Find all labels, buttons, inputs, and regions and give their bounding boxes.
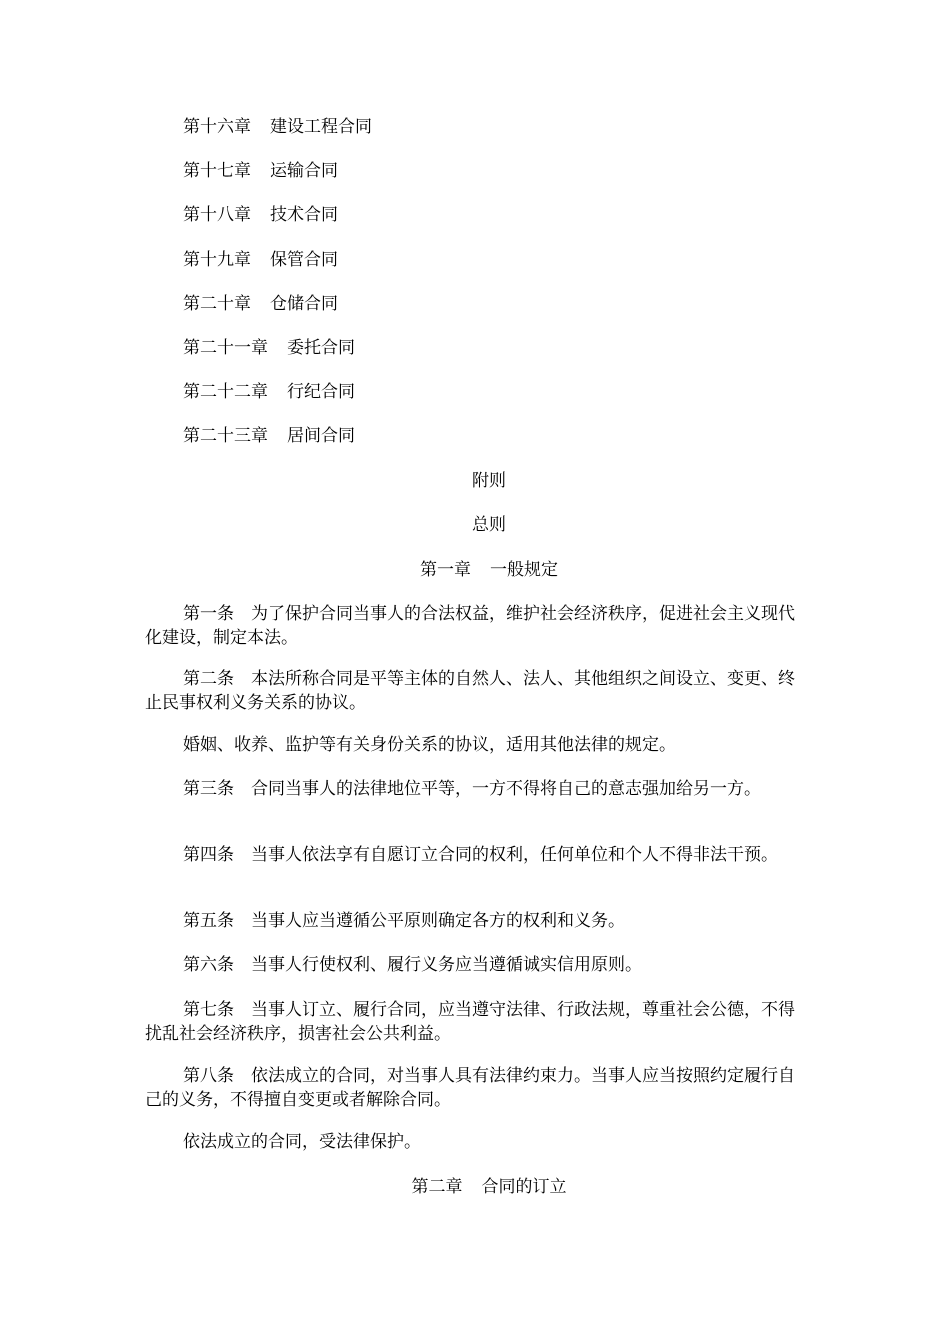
toc-chapter-number: 第二十二章 (183, 382, 268, 402)
chapter-heading (0, 1175, 950, 1199)
toc-entry (183, 115, 372, 139)
chapter-heading (0, 558, 950, 582)
article-paragraph: 第一条 为了保护合同当事人的合法权益，维护社会经济秩序，促进社会主义现代化建设，制定本法。 (145, 604, 795, 648)
chapter-number: 第二章 (411, 1177, 463, 1197)
toc-chapter-title: 技术合同 (270, 205, 338, 225)
toc-chapter-title: 仓储合同 (270, 294, 338, 314)
toc-chapter-number: 第二十三章 (183, 426, 268, 446)
article-paragraph: 依法成立的合同，受法律保护。 (183, 1132, 421, 1152)
chapter-title: 一般规定 (490, 560, 558, 580)
chapter-number: 第一章 (420, 560, 471, 580)
article-paragraph: 第四条 当事人依法享有自愿订立合同的权利，任何单位和个人不得非法干预。 (183, 845, 778, 865)
toc-entry (183, 248, 338, 272)
article-paragraph: 第二条 本法所称合同是平等主体的自然人、法人、其他组织之间设立、变更、终止民事权利义务关系的协议。 (145, 669, 795, 713)
toc-entry (183, 380, 355, 404)
toc-chapter-number: 第十六章 (183, 117, 251, 137)
toc-chapter-number: 第十九章 (183, 250, 251, 270)
toc-chapter-title: 居间合同 (287, 426, 355, 446)
toc-chapter-title: 建设工程合同 (270, 117, 372, 137)
article-paragraph: 婚姻、收养、监护等有关身份关系的协议，适用其他法律的规定。 (183, 735, 676, 755)
toc-chapter-title: 委托合同 (287, 338, 355, 358)
article-paragraph: 第八条 依法成立的合同，对当事人具有法律约束力。当事人应当按照约定履行自己的义务，不得擅自变更或者解除合同。 (145, 1066, 795, 1110)
toc-entry (183, 203, 338, 227)
appendix-heading: 附则 (472, 471, 506, 491)
article-paragraph: 第七条 当事人订立、履行合同，应当遵守法律、行政法规，尊重社会公德，不得扰乱社会经济秩序，损害社会公共利益。 (145, 1000, 795, 1044)
article-paragraph: 第五条 当事人应当遵循公平原则确定各方的权利和义务。 (183, 911, 625, 931)
general-provisions-heading: 总则 (472, 515, 506, 535)
toc-chapter-number: 第十八章 (183, 205, 251, 225)
chapter-title: 合同的订立 (481, 1177, 567, 1197)
toc-chapter-title: 行纪合同 (287, 382, 355, 402)
article-paragraph: 第三条 合同当事人的法律地位平等，一方不得将自己的意志强加给另一方。 (183, 779, 761, 799)
toc-entry (183, 424, 355, 448)
toc-chapter-number: 第十七章 (183, 161, 251, 181)
toc-chapter-number: 第二十章 (183, 294, 251, 314)
toc-entry (183, 292, 338, 316)
toc-chapter-title: 保管合同 (270, 250, 338, 270)
toc-entry (183, 336, 355, 360)
toc-entry (183, 159, 338, 183)
toc-chapter-title: 运输合同 (270, 161, 338, 181)
article-paragraph: 第六条 当事人行使权利、履行义务应当遵循诚实信用原则。 (183, 955, 642, 975)
toc-chapter-number: 第二十一章 (183, 338, 268, 358)
